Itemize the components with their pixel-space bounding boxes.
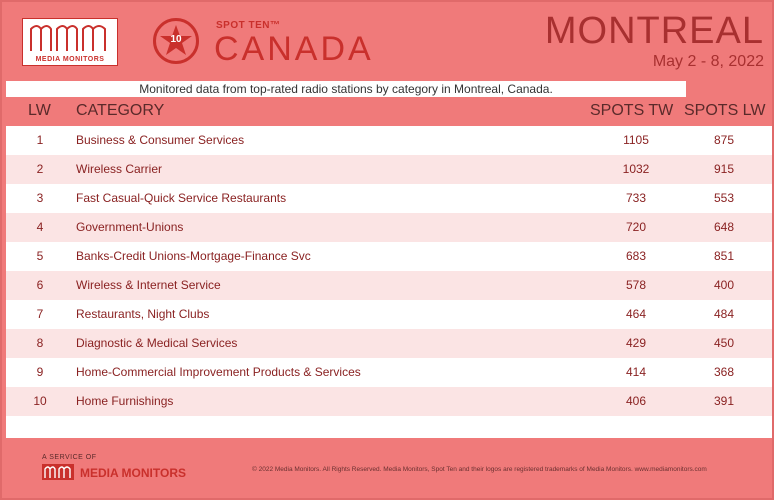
row-category: Restaurants, Night Clubs (76, 307, 210, 321)
row-spots-lw: 648 (713, 220, 735, 234)
row-spots-lw: 875 (713, 133, 735, 147)
row-spots-lw: 391 (713, 394, 735, 408)
row-category: Government-Unions (76, 220, 184, 234)
row-lw: 4 (36, 220, 44, 234)
row-category: Wireless Carrier (76, 162, 163, 176)
table-row (6, 155, 772, 184)
table-row (6, 242, 772, 271)
waveform-icon (29, 23, 111, 53)
row-category: Home-Commercial Improvement Products & Services (76, 365, 361, 379)
row-lw: 6 (36, 278, 44, 292)
table-row (6, 387, 772, 416)
table-header (6, 98, 772, 126)
row-spots-lw: 851 (713, 249, 735, 263)
media-monitors-logo (22, 18, 118, 66)
row-lw: 10 (33, 394, 47, 408)
row-spots-lw: 915 (713, 162, 735, 176)
row-category: Fast Casual-Quick Service Restaurants (76, 191, 287, 205)
footer-brand: MEDIA MONITORS (80, 466, 187, 480)
col-category-header: CATEGORY (76, 102, 165, 119)
table-row (6, 184, 772, 213)
row-spots-tw: 1105 (623, 133, 649, 147)
spot-ten-badge (153, 18, 199, 64)
subtitle: Monitored data from top-rated radio stations by category in Montreal, Canada. (6, 81, 686, 97)
logo-text: MEDIA MONITORS (35, 56, 105, 63)
row-spots-tw: 683 (625, 249, 647, 263)
table-row (6, 126, 772, 155)
col-lw-header: LW (28, 102, 51, 119)
row-spots-tw: 733 (625, 191, 647, 205)
row-lw: 8 (36, 336, 44, 350)
badge-number: 10 (170, 34, 182, 45)
table-row (6, 213, 772, 242)
row-spots-tw: 414 (625, 365, 647, 379)
row-category: Wireless & Internet Service (76, 278, 221, 292)
date-range: May 2 - 8, 2022 (652, 53, 764, 70)
row-spots-tw: 1032 (622, 162, 650, 176)
row-category: Diagnostic & Medical Services (76, 336, 238, 350)
row-lw: 9 (36, 365, 44, 379)
copyright-text: © 2022 Media Monitors. All Rights Reserved. Media Monitors, Spot Ten and their logos are registered trademarks of Media Monitors. www.mediamonitors.com (252, 466, 707, 473)
row-spots-tw: 720 (625, 220, 647, 234)
row-spots-tw: 464 (625, 307, 647, 321)
table-row (6, 329, 772, 358)
col-spots-lw-header: SPOTS LW (684, 102, 766, 119)
row-lw: 7 (36, 307, 44, 321)
table-row (6, 271, 772, 300)
row-spots-tw: 429 (625, 336, 647, 350)
market-title: MONTREAL (544, 10, 764, 52)
row-spots-tw: 578 (625, 278, 647, 292)
country-title: CANADA (214, 30, 374, 68)
row-lw: 1 (36, 133, 44, 147)
col-spots-tw-header: SPOTS TW (590, 102, 674, 119)
table-body (6, 126, 772, 438)
row-category: Business & Consumer Services (76, 133, 245, 147)
row-lw: 2 (36, 162, 44, 176)
row-category: Home Furnishings (76, 394, 174, 408)
footer-waveform-icon (42, 464, 74, 480)
row-lw: 5 (36, 249, 44, 263)
row-spots-lw: 553 (713, 191, 735, 205)
table-row (6, 300, 772, 329)
row-spots-tw: 406 (625, 394, 647, 408)
row-lw: 3 (36, 191, 44, 205)
row-spots-lw: 484 (713, 307, 735, 321)
row-spots-lw: 368 (713, 365, 735, 379)
spot-ten-label: SPOT TEN™ (216, 20, 281, 31)
table-row (6, 358, 772, 387)
row-spots-lw: 450 (713, 336, 735, 350)
row-spots-lw: 400 (713, 278, 735, 292)
row-category: Banks-Credit Unions-Mortgage-Finance Svc (76, 249, 311, 263)
service-of-label: A SERVICE OF (42, 454, 97, 461)
